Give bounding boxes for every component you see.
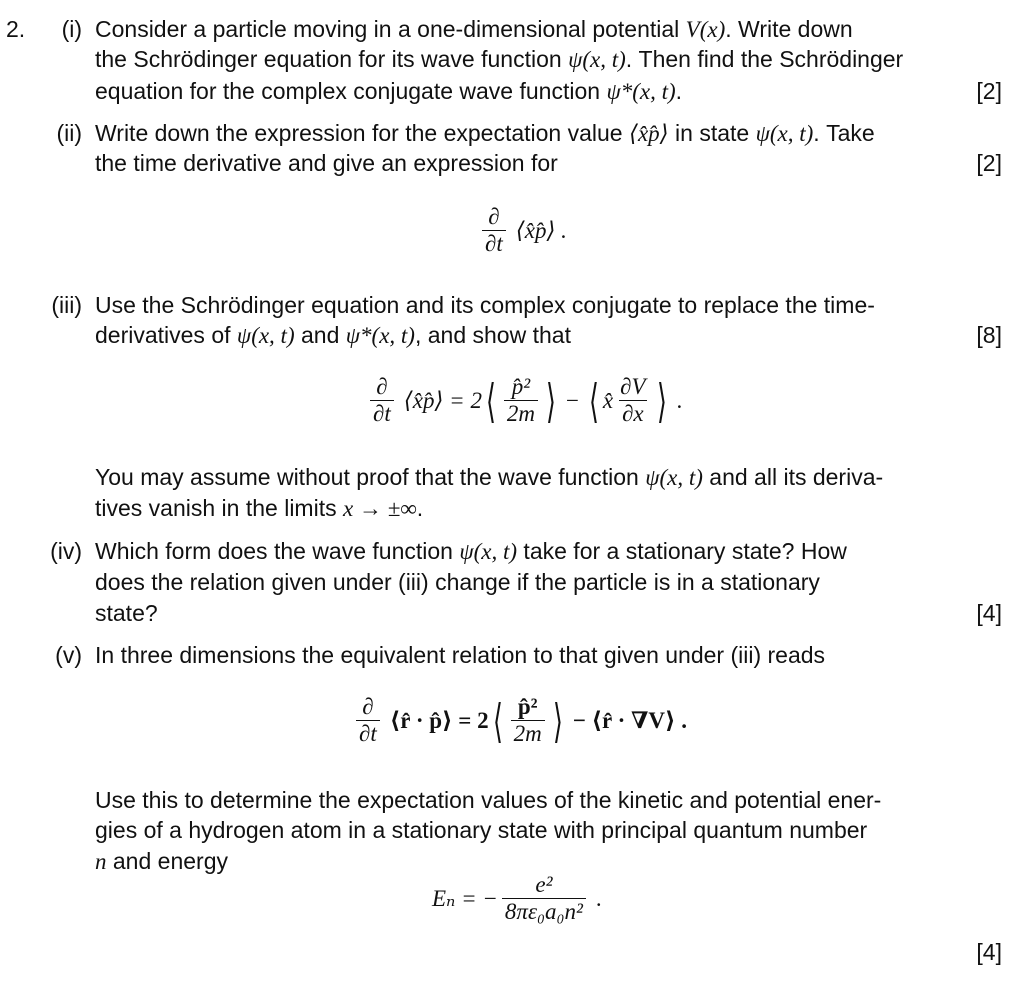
- part-v-label: (v): [55, 642, 82, 668]
- part-i-line-2: the Schrödinger equation for its wave function ψ(x, t). Then find the Schrödinger: [95, 46, 904, 72]
- part-iii-equation: $\frac{\partial}{\partial t}$ ⟨x̂p̂⟩ = 2 ⟨ $\frac{\text{p̂²}}{2m}$ ⟩ − ⟨ x̂ $\frac{\partial V}{\partial x}$ ⟩ .: [366, 374, 682, 427]
- part-iii-marks: [8]: [976, 322, 1002, 348]
- energy-equation: Eₙ = − $\frac{\text{e²}}{\text{8πε₀a₀n²}}$ .: [432, 872, 602, 924]
- kinetic-fraction: $\frac{\text{p̂²}}{2m}$: [504, 374, 538, 427]
- part-v-line-1: In three dimensions the equivalent relation to that given under (iii) reads: [95, 642, 826, 668]
- part-iii-label: (iii): [51, 292, 82, 318]
- part-iii-line-1: Use the Schrödinger equation and its complex conjugate to replace the time-: [95, 292, 875, 318]
- part-i-marks: [2]: [976, 78, 1002, 104]
- part-v-note-line-1: Use this to determine the expectation values of the kinetic and potential ener-: [95, 787, 882, 813]
- part-i-line-3: equation for the complex conjugate wave function ψ*(x, t).: [95, 78, 683, 104]
- part-i-label: (i): [61, 16, 82, 42]
- part-iv-marks: [4]: [976, 600, 1002, 626]
- kinetic-fraction-3d: $\frac{\text{p̂²}}{2m}$: [511, 694, 545, 747]
- part-i-line-1: Consider a particle moving in a one-dimensional potential V(x). Write down: [95, 16, 853, 42]
- part-iii-line-2: derivatives of ψ(x, t) and ψ*(x, t), and show that: [95, 322, 571, 348]
- potential-gradient-fraction: $\frac{\partial V}{\partial x}$: [620, 374, 646, 426]
- part-iv-line-1: Which form does the wave function ψ(x, t) take for a stationary state? How: [95, 538, 847, 564]
- part-ii-line-1: Write down the expression for the expectation value ⟨x̂p̂⟩ in state ψ(x, t). Take: [95, 120, 875, 146]
- part-ii-label: (ii): [56, 120, 82, 146]
- part-v-marks: [4]: [976, 939, 1002, 965]
- question-number: 2.: [6, 16, 26, 42]
- part-v-note-line-3: n and energy: [95, 848, 228, 874]
- energy-fraction: $\frac{\text{e²}}{\text{8πε₀a₀n²}}$: [502, 872, 586, 925]
- part-ii-line-2: the time derivative and give an expression for: [95, 150, 558, 176]
- d-dt-fraction: $\frac{\partial}{\partial t}$: [482, 204, 506, 257]
- d-dt-fraction: $\frac{\partial}{\partial t}$: [370, 374, 394, 427]
- part-iv-line-3: state?: [95, 600, 158, 626]
- part-iii-note-line-1: You may assume without proof that the wave function ψ(x, t) and all its deriva-: [95, 464, 884, 490]
- part-ii-marks: [2]: [976, 150, 1002, 176]
- part-iv-line-2: does the relation given under (iii) change if the particle is in a stationary: [95, 569, 820, 595]
- part-iv-label: (iv): [50, 538, 82, 564]
- part-v-equation: $\frac{\partial}{\partial t}$ ⟨r̂ · p̂⟩ = 2 ⟨ $\frac{\text{p̂²}}{2m}$ ⟩ − ⟨r̂ · ∇V⟩ .: [352, 694, 687, 747]
- part-ii-equation: $\frac{\partial}{\partial t}$ ⟨x̂p̂⟩ .: [478, 204, 567, 257]
- part-iii-note-line-2: tives vanish in the limits x → ±∞.: [95, 495, 424, 521]
- part-v-note-line-2: gies of a hydrogen atom in a stationary state with principal quantum number: [95, 817, 868, 843]
- d-dt-fraction: $\frac{\partial}{\partial t}$: [356, 694, 380, 747]
